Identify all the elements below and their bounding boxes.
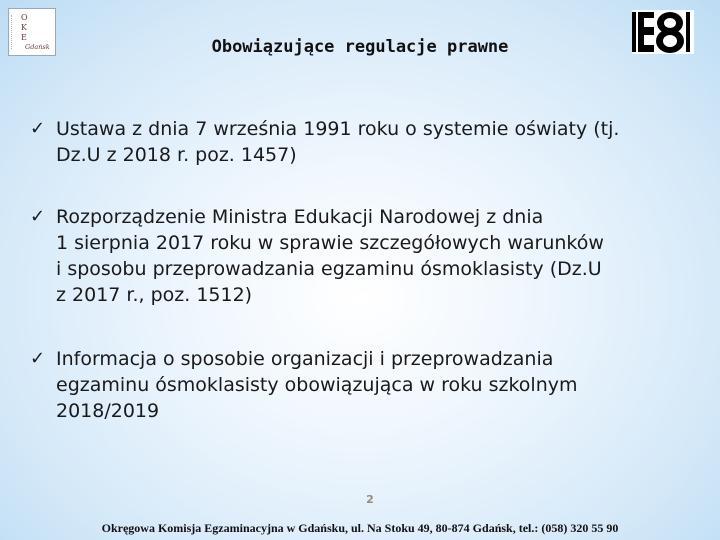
logo-letter-o: O	[21, 13, 28, 22]
check-icon: ✓	[30, 118, 46, 139]
logo-letter-e: E	[21, 33, 27, 42]
logo-letter-k: K	[21, 23, 27, 32]
check-icon: ✓	[30, 348, 46, 369]
list-item-text: Informacja o sposobie organizacji i przeprowadzania egzaminu ósmoklasisty obowiązująca w roku szkolnym 2018/2019	[56, 348, 578, 422]
check-icon: ✓	[30, 206, 46, 227]
list-item-text: Ustawa z dnia 7 września 1991 roku o systemie oświaty (tj. Dz.U z 2018 r. poz. 1457)	[56, 118, 620, 166]
footer-address: Okręgowa Komisja Egzaminacyjna w Gdańsku, ul. Na Stoku 49, 80-874 Gdańsk, tel.: (058) 320 55 90	[101, 521, 619, 535]
page-number: 2	[366, 493, 374, 506]
list-item	[30, 346, 578, 424]
logo-script-gdansk: Gdańsk	[25, 43, 50, 51]
page-title: Obowiązujące regulacje prawne	[211, 37, 509, 57]
list-item	[30, 116, 619, 168]
list-item-text: Rozporządzenie Ministra Edukacji Narodowej z dnia 1 sierpnia 2017 roku w sprawie szczegółowych warunków i sposobu przeprowadzania egzaminu ósmoklasisty (Dz.U z 2017 r., poz. 1512)	[56, 206, 604, 306]
list-item	[30, 204, 604, 308]
